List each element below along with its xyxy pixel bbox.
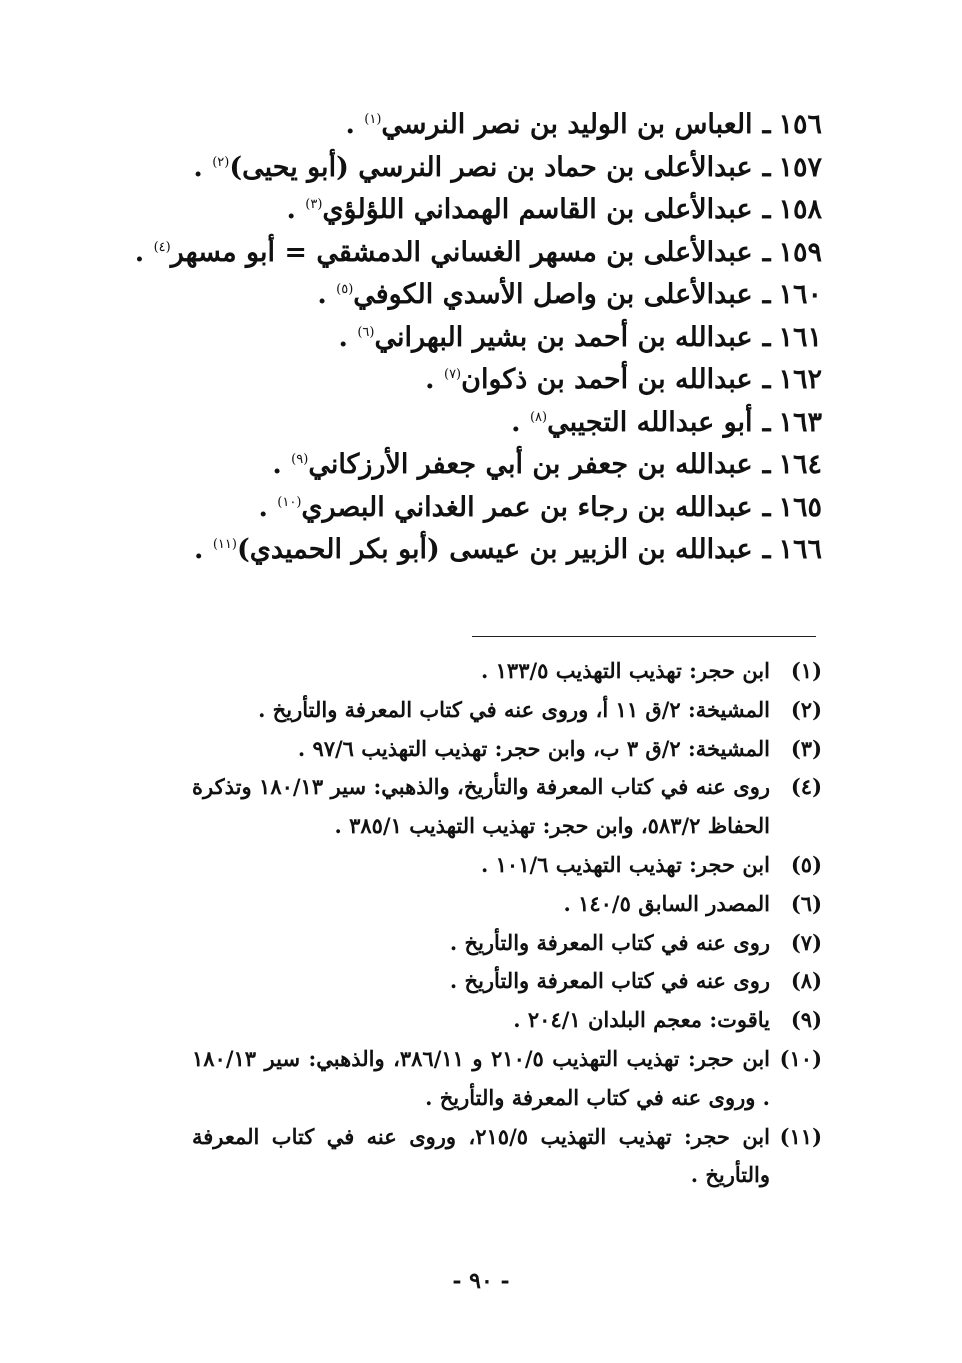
entry-period: .	[425, 364, 444, 395]
footnote-mark: (١١)	[779, 1123, 822, 1149]
entry-name: عبدالله بن الزبير بن عيسى (أبو بكر الحميدي)	[236, 534, 753, 565]
footnote-8	[192, 962, 822, 1001]
footnote-4	[192, 768, 822, 846]
entry-163	[182, 402, 822, 445]
footnote-9	[192, 1001, 822, 1040]
entry-number: ١٦٠	[778, 279, 822, 310]
entry-number: ١٥٧	[778, 151, 822, 183]
footnote-mark: (٨)	[790, 968, 822, 994]
footnote-text: المشيخة: ٢/ق ١١ أ، وروى عنه في كتاب المعرفة والتأريخ .	[258, 696, 770, 722]
entry-number: ١٦٢	[778, 364, 822, 395]
entry-name: العباس بن الوليد بن نصر النرسي	[381, 109, 753, 140]
entry-dash: ـ	[762, 406, 771, 438]
entry-name: عبدالله بن رجاء بن عمر الغداني البصري	[301, 491, 753, 523]
entry-158	[182, 189, 822, 232]
footnote-1	[192, 652, 822, 691]
entry-161	[182, 317, 822, 360]
footnote-ref: (١١)	[212, 537, 237, 552]
entry-name: عبدالأعلى بن واصل الأسدي الكوفي	[353, 279, 753, 310]
entry-name: عبدالأعلى بن مسهر الغساني الدمشقي = أبو مسهر	[170, 236, 753, 268]
entry-period: .	[134, 236, 154, 268]
footnote-mark: (١)	[790, 658, 822, 683]
footnote-ref: (٧)	[443, 367, 462, 382]
footnote-mark: (٧)	[790, 929, 822, 955]
entry-156	[182, 104, 822, 147]
footnote-11	[192, 1118, 822, 1196]
entry-number: ١٦٤	[778, 449, 822, 480]
footnote-ref: (١٠)	[277, 494, 302, 510]
footnote-ref: (٤)	[153, 239, 171, 255]
footnote-text: روى عنه في كتاب المعرفة والتأريخ، والذهبي: سير ١٨٠/١٣ وتذكرة الحفاظ ٥٨٣/٢، وابن حجر: تهذيب التهذيب ٣٨٥/١ .	[192, 774, 770, 839]
entry-number: ١٥٦	[778, 109, 822, 140]
entry-period: .	[345, 109, 365, 140]
entry-dash: ـ	[762, 321, 771, 353]
footnote-text: المشيخة: ٢/ق ٣ ب، وابن حجر: تهذيب التهذيب ٩٧/٦ .	[297, 735, 770, 761]
entry-dash: ـ	[762, 151, 771, 183]
footnote-text: ابن حجر: تهذيب التهذيب ١٠١/٦ .	[481, 851, 770, 877]
entry-dash: ـ	[762, 194, 771, 225]
entry-name: عبدالأعلى بن القاسم الهمداني اللؤلؤي	[322, 194, 753, 225]
entry-period: .	[338, 321, 358, 353]
footnote-text: روى عنه في كتاب المعرفة والتأريخ .	[449, 929, 770, 955]
entry-dash: ـ	[762, 109, 771, 140]
footnote-mark: (٩)	[790, 1007, 822, 1033]
entry-164	[182, 444, 822, 487]
entry-dash: ـ	[762, 534, 771, 565]
entry-number: ١٥٩	[778, 236, 822, 268]
footnote-separator	[472, 636, 816, 637]
footnote-text: روى عنه في كتاب المعرفة والتأريخ .	[449, 968, 770, 994]
entry-number: ١٥٨	[778, 194, 822, 225]
footnote-ref: (١)	[364, 112, 382, 127]
footnote-6	[192, 885, 822, 924]
entry-period: .	[286, 194, 306, 225]
entry-period: .	[193, 151, 213, 183]
footnote-ref: (٦)	[357, 324, 375, 340]
footnote-mark: (٦)	[790, 890, 822, 916]
entry-number: ١٦٣	[778, 406, 822, 438]
footnote-text: ابن حجر: تهذيب التهذيب ١٣٣/٥ .	[481, 658, 770, 683]
page-number: - ٩٠ -	[452, 1268, 510, 1294]
entry-159	[134, 232, 822, 275]
entry-list	[134, 104, 822, 572]
footnote-2	[192, 691, 822, 730]
footnote-ref: (٩)	[291, 452, 309, 467]
entry-name: عبدالله بن جعفر بن أبي جعفر الأرزكاني	[308, 449, 753, 480]
footnote-mark: (٢)	[790, 696, 822, 722]
entry-dash: ـ	[762, 279, 771, 310]
entry-dash: ـ	[762, 236, 771, 268]
entry-period: .	[272, 449, 292, 480]
footnote-text: ياقوت: معجم البلدان ٢٠٤/١ .	[513, 1007, 770, 1033]
entry-165	[182, 487, 822, 530]
footnote-mark: (٥)	[790, 851, 822, 877]
footnote-5	[192, 846, 822, 885]
entry-160	[182, 274, 822, 317]
footnote-mark: (١٠)	[779, 1045, 822, 1071]
footnote-text: المصدر السابق ١٤٠/٥ .	[563, 890, 770, 916]
entry-162	[182, 359, 822, 402]
entry-number: ١٦١	[778, 321, 822, 353]
entry-period: .	[258, 491, 278, 523]
footnote-ref: (٢)	[212, 154, 230, 170]
entry-period: .	[194, 534, 213, 565]
entry-period: .	[317, 279, 337, 310]
footnote-text: ابن حجر: تهذيب التهذيب ٢١٥/٥، وروى عنه في كتاب المعرفة والتأريخ .	[192, 1123, 770, 1188]
entry-name: عبدالأعلى بن حماد بن نصر النرسي (أبو يحيى)	[229, 151, 753, 183]
entry-name: عبدالله بن أحمد بن بشير البهراني	[374, 321, 753, 353]
entry-name: أبو عبدالله التجيبي	[547, 406, 753, 438]
footnote-7	[192, 924, 822, 963]
entry-period: .	[511, 406, 530, 438]
entry-name: عبدالله بن أحمد بن ذكوان	[461, 364, 753, 395]
entry-dash: ـ	[762, 449, 771, 480]
footnote-10	[192, 1040, 822, 1118]
footnote-ref: (٥)	[336, 282, 354, 297]
footnote-list	[192, 652, 822, 1195]
entry-number: ١٦٦	[778, 534, 822, 565]
entry-number: ١٦٥	[778, 491, 822, 523]
footnote-ref: (٨)	[529, 409, 548, 425]
footnote-ref: (٣)	[305, 197, 323, 212]
entry-dash: ـ	[762, 491, 771, 523]
entry-dash: ـ	[762, 364, 771, 395]
entry-157	[182, 147, 822, 190]
entry-166	[182, 529, 822, 572]
footnote-mark: (٤)	[790, 774, 822, 800]
footnote-mark: (٣)	[790, 735, 822, 761]
footnote-3	[192, 730, 822, 769]
footnote-text: ابن حجر: تهذيب التهذيب ٢١٠/٥ و ٣٨٦/١١، والذهبي: سير ١٨٠/١٣ . وروى عنه في كتاب المعرفة والتأريخ .	[192, 1045, 771, 1110]
